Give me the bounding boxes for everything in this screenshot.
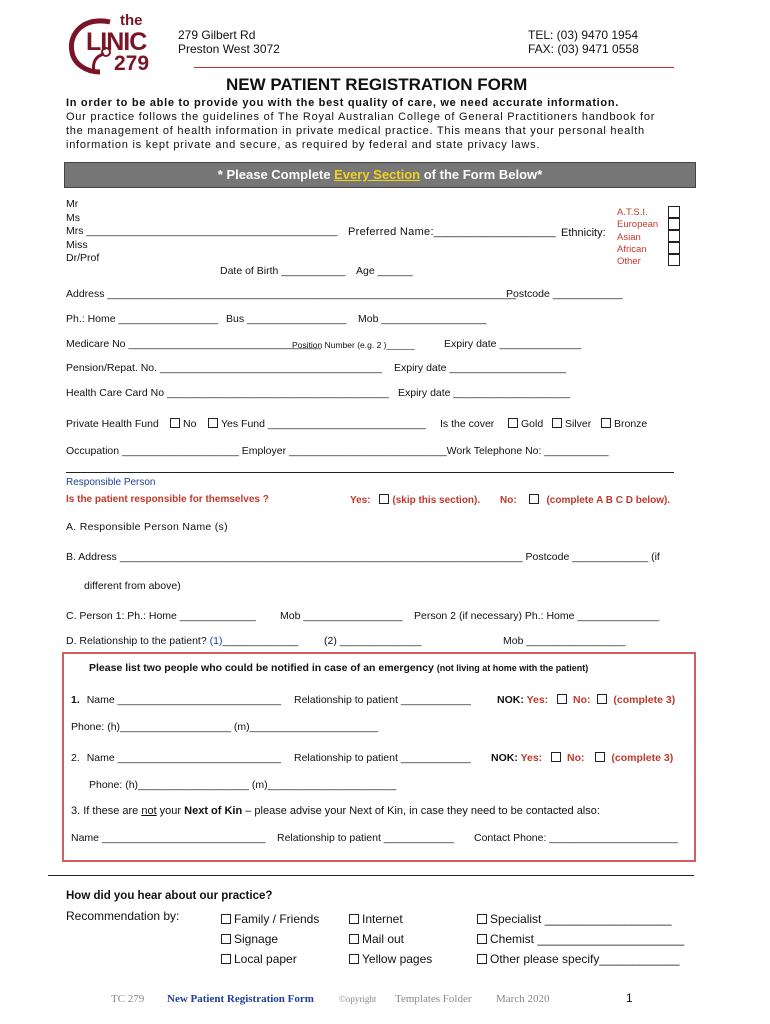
silver-label: Silver <box>565 418 592 430</box>
person2-home-field[interactable]: Person 2 (if necessary) Ph.: Home ______________ <box>414 610 660 622</box>
pension-expiry-field[interactable]: Expiry date ____________________ <box>394 362 567 374</box>
chemist-checkbox[interactable] <box>477 934 487 944</box>
contact-1-phone-field[interactable]: Phone: (h)___________________ (m)______________________ <box>71 721 379 733</box>
contact-2-relationship-field[interactable]: Relationship to patient ____________ <box>294 752 471 764</box>
responsible-address-note: different from above) <box>84 580 181 592</box>
internet-checkbox[interactable] <box>349 914 359 924</box>
contact-2-phone-field[interactable]: Phone: (h)___________________ (m)______________________ <box>89 779 397 791</box>
mobile-field[interactable]: Mob __________________ <box>358 313 487 325</box>
internet-label: Internet <box>362 912 403 926</box>
instruction-banner <box>64 162 696 188</box>
title-mr[interactable]: Mr <box>66 198 79 210</box>
contact-2-complete-note: (complete 3) <box>611 752 674 764</box>
footer-form-name: New Patient Registration Form <box>167 993 314 1005</box>
person1-mob-field[interactable]: Mob _________________ <box>280 610 403 622</box>
contact-2-no-label: No: <box>567 752 585 764</box>
specialist-checkbox[interactable] <box>477 914 487 924</box>
responsible-question: Is the patient responsible for themselves ? <box>66 494 269 505</box>
relationship-1-number: (1) <box>209 635 223 647</box>
ethnicity-options <box>617 207 658 268</box>
local-paper-checkbox[interactable] <box>221 954 231 964</box>
yellow-pages-checkbox[interactable] <box>349 954 359 964</box>
bronze-label: Bronze <box>614 418 648 430</box>
responsible-mob-field[interactable]: Mob _________________ <box>503 635 626 647</box>
ethnicity-checkbox-2[interactable] <box>668 218 680 230</box>
ethnicity-asian: Asian <box>617 231 641 243</box>
responsible-yes-note: (skip this section). <box>392 495 481 506</box>
mail-out-checkbox[interactable] <box>349 934 359 944</box>
pension-field[interactable]: Pension/Repat. No. ______________________________________ <box>66 362 382 374</box>
contact-1-yes-checkbox[interactable] <box>557 694 567 704</box>
logo-the: the <box>120 12 143 29</box>
contact-2-no-checkbox[interactable] <box>595 752 605 762</box>
responsible-no-checkbox[interactable] <box>529 494 539 504</box>
address-field[interactable]: Address ______________________________________________________________________ <box>66 288 517 300</box>
clinic-logo <box>64 14 150 80</box>
footer-code: TC 279 <box>111 993 145 1005</box>
ethnicity-checkbox-5[interactable] <box>668 254 680 266</box>
ethnicity-other: Other <box>617 256 641 268</box>
relationship-1-field[interactable]: _____________ <box>222 635 299 647</box>
intro-line-3: the management of health information in private medical practice. This means that your personal health <box>66 125 645 137</box>
nok-question-not: not <box>141 805 157 817</box>
chemist-field[interactable]: Chemist ______________________ <box>490 932 685 946</box>
banner-post: of the Form Below* <box>420 167 543 182</box>
person1-home-field[interactable]: C. Person 1: Ph.: Home _____________ <box>66 610 256 622</box>
private-fund-row <box>66 418 648 430</box>
page-number: 1 <box>626 991 633 1005</box>
specialist-field[interactable]: Specialist ___________________ <box>490 912 672 926</box>
intro-bold: In order to be able to provide you with the best quality of care, we need accurate information. <box>66 97 620 109</box>
nok-question-a: 3. If these are <box>71 805 142 817</box>
other-checkbox[interactable] <box>477 954 487 964</box>
responsible-yes-checkbox[interactable] <box>379 494 389 504</box>
title-mrs[interactable]: Mrs ___________________________________________ <box>66 225 338 238</box>
nok-relationship-field[interactable]: Relationship to patient ____________ <box>277 832 454 844</box>
preferred-name-field[interactable]: Preferred Name:___________________ <box>348 226 556 238</box>
responsible-no-label: No: <box>500 495 517 506</box>
fund-yes-checkbox[interactable] <box>208 418 218 428</box>
bronze-checkbox[interactable] <box>601 418 611 428</box>
contact-2-name-field[interactable]: Name ____________________________ <box>86 752 282 764</box>
telephone: TEL: (03) 9470 1954 <box>528 28 639 42</box>
business-phone-field[interactable]: Bus _________________ <box>226 313 347 325</box>
nok-phone-field[interactable]: Contact Phone: ______________________ <box>474 832 678 844</box>
ethnicity-checkbox-3[interactable] <box>668 230 680 242</box>
form-title: NEW PATIENT REGISTRATION FORM <box>226 75 528 94</box>
emergency-heading-note: (not living at home with the patient) <box>436 663 589 673</box>
contact-2-nok-label: NOK: <box>491 752 518 764</box>
banner-pre: * Please Complete <box>217 167 335 182</box>
age-field[interactable]: Age ______ <box>356 265 413 277</box>
fax: FAX: (03) 9471 0558 <box>528 42 639 56</box>
nok-question-c: – please advise your Next of Kin, in case they need to be contacted also: <box>242 805 600 817</box>
family-label: Family / Friends <box>234 912 320 926</box>
signage-label: Signage <box>234 932 279 946</box>
intro-line-4: information is kept private and secure, as required by federal and state privacy laws. <box>66 139 541 151</box>
health-care-expiry-field[interactable]: Expiry date ____________________ <box>398 387 571 399</box>
contact-2-yes-label: Yes: <box>520 752 543 764</box>
contact-1-yes-label: Yes: <box>526 694 549 706</box>
address-line-1: 279 Gilbert Rd <box>178 28 256 42</box>
header-rule <box>194 67 674 68</box>
recommendation-label: Recommendation by: <box>66 909 180 923</box>
footer-date: March 2020 <box>496 993 550 1005</box>
address-line-2: Preston West 3072 <box>178 42 280 56</box>
home-phone-field[interactable]: Ph.: Home _________________ <box>66 313 218 325</box>
nok-question-b: your <box>156 805 185 817</box>
health-care-card-field[interactable]: Health Care Card No ______________________________________ <box>66 387 389 399</box>
gold-label: Gold <box>521 418 544 430</box>
nok-name-field[interactable]: Name ____________________________ <box>71 832 266 844</box>
fund-no-checkbox[interactable] <box>170 418 180 428</box>
medicare-expiry-field[interactable]: Expiry date ______________ <box>444 338 582 350</box>
responsible-no-note: (complete A B C D below). <box>546 495 671 506</box>
date-of-birth-field[interactable]: Date of Birth ___________ <box>220 265 346 277</box>
responsible-address-field[interactable]: B. Address _____________________________________________________________________ Postcode _____________ (if <box>66 551 660 563</box>
contact-1-number: 1. <box>71 694 80 706</box>
ethnicity-checkbox-1[interactable] <box>668 206 680 218</box>
silver-checkbox[interactable] <box>552 418 562 428</box>
fund-no-label: No <box>183 418 197 430</box>
banner-emphasis: Every Section <box>334 167 421 182</box>
gold-checkbox[interactable] <box>508 418 518 428</box>
logo-number: 279 <box>114 52 150 75</box>
ethnicity-atsi: A.T.S.I. <box>617 207 648 218</box>
medicare-field[interactable]: Medicare No _________________________________ <box>66 338 322 350</box>
title-miss[interactable]: Miss <box>66 238 88 251</box>
title-dr-prof[interactable]: Dr/Prof <box>66 252 100 265</box>
logo-word: LINIC <box>86 28 147 56</box>
contact-2-number: 2. <box>71 752 80 764</box>
contact-1-nok-label: NOK <box>497 694 521 706</box>
section-rule-1 <box>66 472 674 473</box>
contact-1-complete-note: (complete 3) <box>613 694 676 706</box>
responsible-yes-label: Yes: <box>350 495 371 506</box>
fund-name-field[interactable]: Yes Fund ___________________________ <box>221 418 426 430</box>
cover-label: Is the cover <box>440 418 495 430</box>
hear-heading: How did you hear about our practice? <box>66 890 273 902</box>
family-checkbox[interactable] <box>221 914 231 924</box>
relationship-label: D. Relationship to the patient? <box>66 635 207 647</box>
nok-question-nok: Next of Kin <box>184 805 243 817</box>
contact-1-no-checkbox[interactable] <box>597 694 607 704</box>
title-ms[interactable]: Ms <box>66 211 80 224</box>
ethnicity-african: African <box>617 243 647 255</box>
local-paper-label: Local paper <box>234 952 297 966</box>
ethnicity-european: European <box>617 219 659 231</box>
contact-1-name-field[interactable]: Name ____________________________ <box>86 694 282 706</box>
ethnicity-label: Ethnicity: <box>561 227 606 239</box>
footer-folder: Templates Folder <box>395 993 472 1005</box>
contact-1-no-label: No: <box>573 694 591 706</box>
responsible-heading: Responsible Person <box>66 477 156 488</box>
private-fund-label: Private Health Fund <box>66 418 159 430</box>
medicare-position-field[interactable]: Position Number (e.g. 2 )______ <box>292 340 415 350</box>
postcode-field[interactable]: Postcode ____________ <box>506 288 623 300</box>
contact-1-relationship-field[interactable]: Relationship to patient ____________ <box>294 694 471 706</box>
responsible-name-field[interactable]: A. Responsible Person Name (s) <box>66 521 228 533</box>
mail-out-label: Mail out <box>362 932 405 946</box>
section-rule-2 <box>48 875 694 876</box>
intro-line-2: Our practice follows the guidelines of The Royal Australian College of General Practitioners handbook for <box>66 111 656 123</box>
title-options[interactable] <box>66 198 338 266</box>
signage-checkbox[interactable] <box>221 934 231 944</box>
occupation-employer-row[interactable]: Occupation ____________________ Employer ___________________________Work Telephone No: ___________ <box>66 445 609 457</box>
other-field[interactable]: Other please specify____________ <box>490 952 680 966</box>
emergency-heading: Please list two people who could be notified in case of an emergency <box>89 662 434 674</box>
contact-2-yes-checkbox[interactable] <box>551 752 561 762</box>
relationship-2-field[interactable]: (2) ______________ <box>324 635 422 647</box>
footer-copyright: ©opyright <box>339 994 377 1004</box>
ethnicity-checkbox-4[interactable] <box>668 242 680 254</box>
yellow-pages-label: Yellow pages <box>362 952 433 966</box>
